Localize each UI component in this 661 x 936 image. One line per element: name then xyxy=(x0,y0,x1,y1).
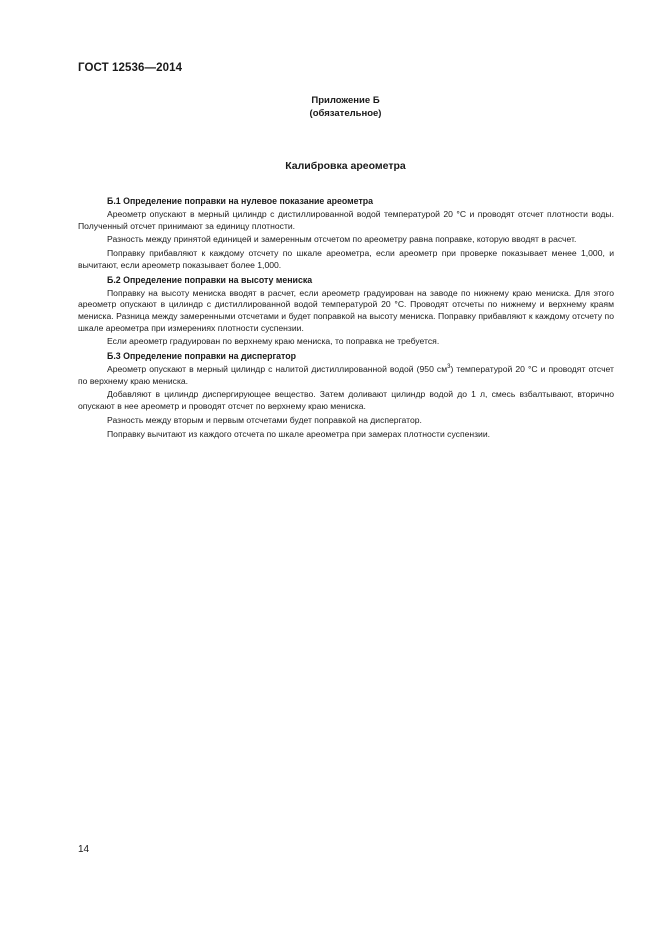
paragraph: Поправку на высоту мениска вводят в расчет, если ареометр градуирован на заводе по нижнему краю мениска. Для этого ареометр опускают в цилиндр с дистиллированной водой температурой 20 °С. Проводят отсчеты по нижнему и верхнему краям мениска. Разница между замеренными отсчетами и будет поправкой на высоту мениска. Поправку прибавляют к каждому отсчету по шкале ареометра при измерениях плотности суспензии. xyxy=(78,287,614,333)
paragraph: Ареометр опускают в мерный цилиндр с дистиллированной водой температурой 20 °С и проводят отсчет плотности воды. Полученный отсчет принимают за единицу плотности. xyxy=(78,209,614,231)
section-heading: Б.3 Определение поправки на диспергатор xyxy=(107,351,296,362)
paragraph-text: ) температурой 20 °С и проводят отсчет по верхнему краю мениска. xyxy=(78,364,614,386)
paragraph: Поправку вычитают из каждого отсчета по шкале ареометра при замерах плотности суспензии. xyxy=(107,428,491,439)
paragraph: Разность между вторым и первым отсчетами будет поправкой на диспергатор. xyxy=(107,414,422,425)
paragraph: Поправку прибавляют к каждому отсчету по шкале ареометра, если ареометр при проверке показывает менее 1,000, и вычитают, если ареометр показывает более 1,000. xyxy=(78,248,614,270)
section-b1 xyxy=(78,195,614,272)
paragraph-text: Ареометр опускают в мерный цилиндр с налитой дистиллированной водой (950 см xyxy=(107,364,448,375)
paragraph: Если ареометр градуирован по верхнему краю мениска, то поправка не требуется. xyxy=(107,336,440,347)
document-title: Калибровка ареометра xyxy=(285,160,406,172)
section-b2 xyxy=(78,274,614,349)
paragraph: Добавляют в цилиндр диспергирующее вещество. Затем доливают цилиндр водой до 1 л, смесь взбалтывают, вторично опускают в нее ареометр и проводят отсчет по верхнему краю мениска. xyxy=(78,389,614,412)
appendix-heading xyxy=(0,94,661,120)
appendix-status: (обязательное) xyxy=(309,108,382,119)
document-body xyxy=(78,194,614,442)
section-b3 xyxy=(78,350,614,440)
paragraph xyxy=(78,364,614,387)
paragraph: Разность между принятой единицей и замеренным отсчетом по ареометру равна поправке, которую вводят в расчет. xyxy=(107,234,577,245)
standard-code: ГОСТ 12536—2014 xyxy=(78,62,183,74)
section-heading: Б.1 Определение поправки на нулевое показание ареометра xyxy=(107,196,374,206)
appendix-label: Приложение Б xyxy=(311,95,380,106)
superscript: 3 xyxy=(447,364,451,371)
page-number: 14 xyxy=(78,844,90,855)
section-heading: Б.2 Определение поправки на высоту мениска xyxy=(107,274,313,285)
